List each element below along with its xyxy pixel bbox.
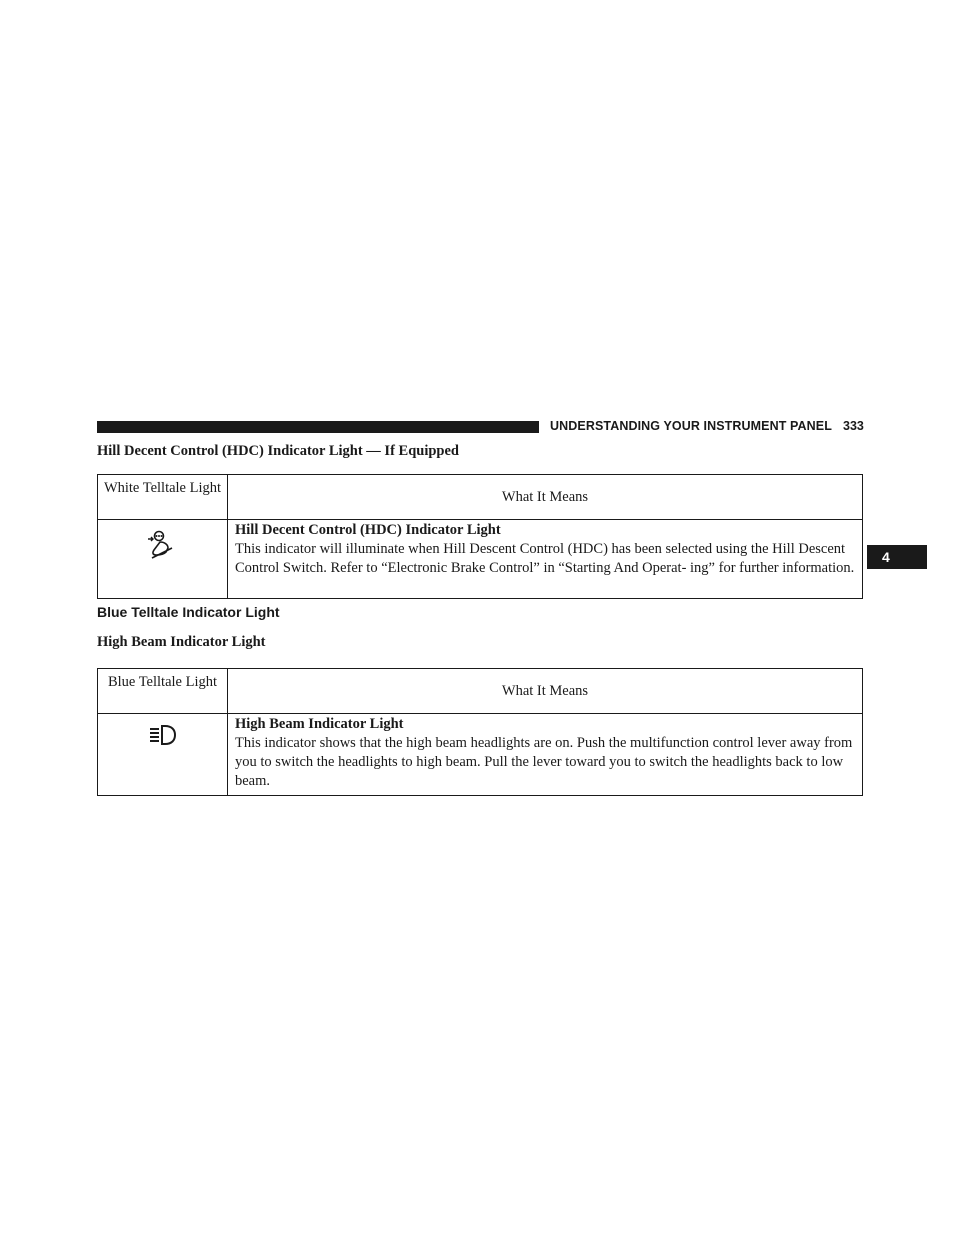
hdc-indicator-title: Hill Decent Control (HDC) Indicator Light: [235, 522, 501, 538]
table-row: [98, 714, 863, 796]
hdc-indicator-description: This indicator will illuminate when Hill Descent Control (HDC) has been selected using the Hill Descent Control Switch. Refer to “Electronic Brake Control” in “Starting And Operat- ing” for further information.: [235, 541, 855, 576]
hdc-section-heading: Hill Decent Control (HDC) Indicator Light — If Equipped: [97, 443, 459, 459]
description-cell: [228, 520, 863, 599]
high-beam-icon: [148, 736, 178, 752]
blue-telltale-table: [97, 668, 863, 796]
table-header-row: [98, 475, 863, 520]
col-header-meaning: What It Means: [228, 669, 863, 714]
table-header-row: [98, 669, 863, 714]
col-header-meaning: What It Means: [228, 475, 863, 520]
header-rule: [97, 421, 539, 433]
description-cell: [228, 714, 863, 796]
running-header-title: UNDERSTANDING YOUR INSTRUMENT PANEL: [550, 419, 832, 433]
hdc-telltale-table: [97, 474, 863, 599]
col-header-telltale: Blue Telltale Light: [98, 669, 228, 714]
blue-telltale-heading: Blue Telltale Indicator Light: [97, 604, 280, 620]
high-beam-indicator-title: High Beam Indicator Light: [235, 716, 404, 732]
icon-cell: [98, 714, 228, 796]
icon-cell: [98, 520, 228, 599]
chapter-tab: 4: [867, 545, 927, 569]
hill-descent-control-icon: [146, 550, 180, 566]
high-beam-subheading: High Beam Indicator Light: [97, 634, 266, 650]
page-number: 333: [843, 419, 864, 433]
table-row: [98, 520, 863, 599]
col-header-telltale: White Telltale Light: [98, 475, 228, 520]
high-beam-indicator-description: This indicator shows that the high beam headlights are on. Push the multifunction control lever away from you to switch the headlights to high beam. Pull the lever toward you to switch the headlights back to low beam.: [235, 735, 853, 789]
